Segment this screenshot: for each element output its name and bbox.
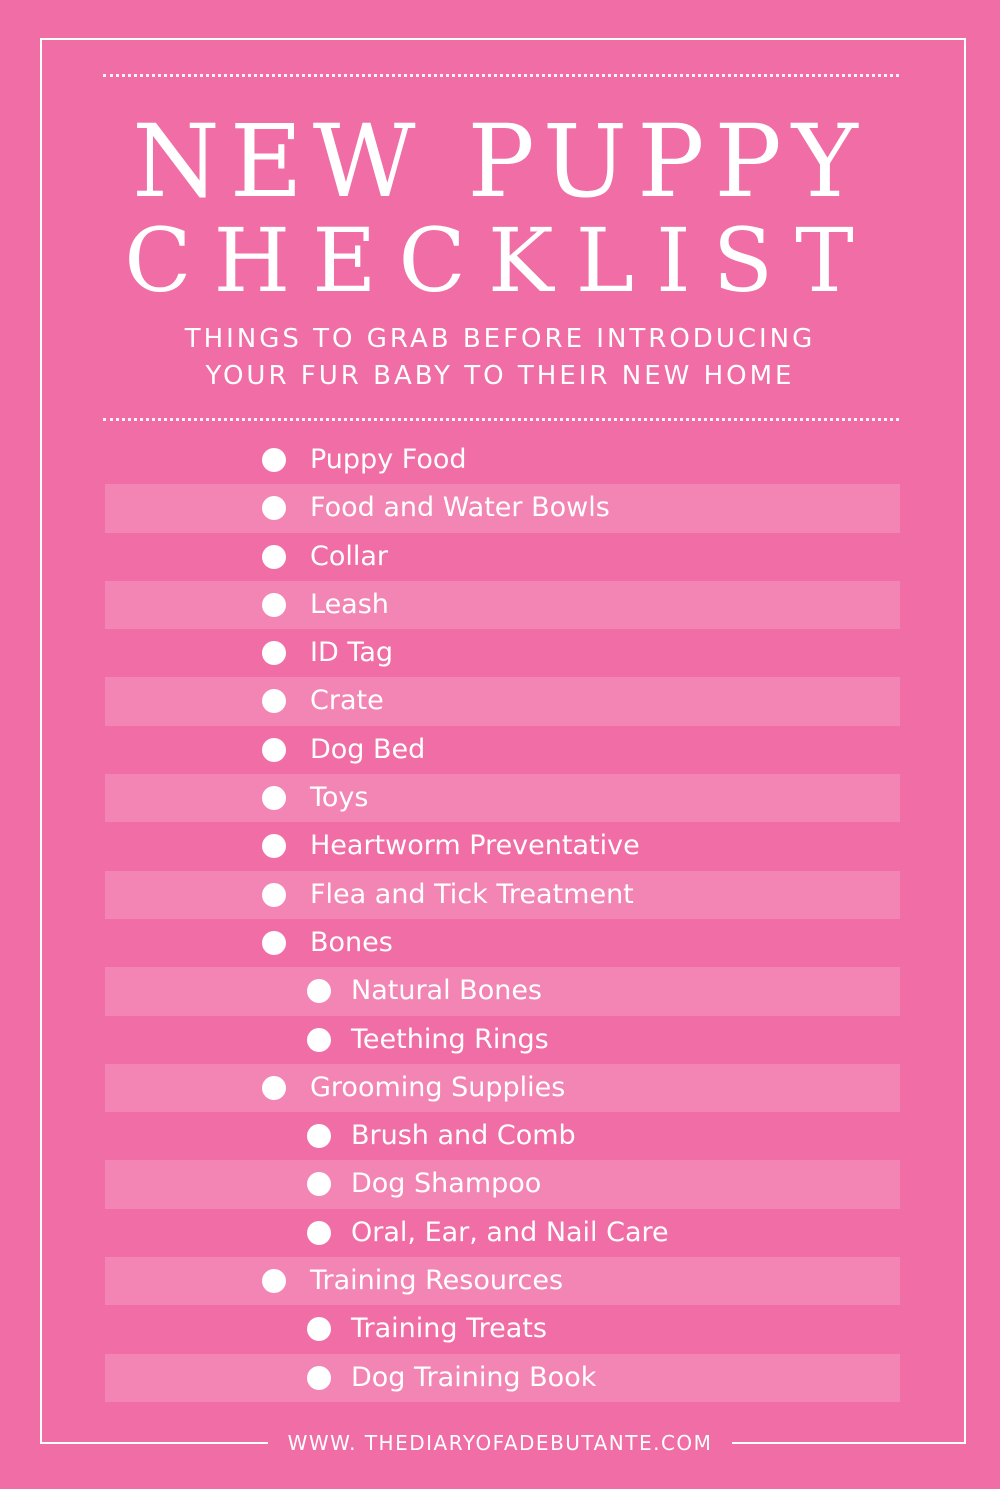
checklist-item-label: Dog Bed (310, 733, 426, 765)
checklist-item (105, 629, 900, 677)
checkbox-circle-icon[interactable] (262, 689, 286, 713)
title-line-1: NEW PUPPY (132, 103, 868, 220)
checkbox-circle-icon[interactable] (307, 1172, 331, 1196)
checkbox-circle-icon[interactable] (262, 593, 286, 617)
top-dotted-divider (103, 74, 899, 77)
checkbox-circle-icon[interactable] (262, 1076, 286, 1100)
checklist-item-label: Toys (310, 782, 369, 814)
checklist-item-label: Puppy Food (310, 444, 467, 475)
checklist-item (105, 774, 900, 822)
checkbox-circle-icon[interactable] (262, 883, 286, 907)
checkbox-circle-icon[interactable] (262, 738, 286, 762)
checklist-item-label: Training Resources (310, 1265, 564, 1297)
checklist-item (105, 436, 900, 484)
checklist-item (105, 1257, 900, 1305)
checkbox-circle-icon[interactable] (262, 496, 286, 520)
checkbox-circle-icon[interactable] (262, 641, 286, 665)
checkbox-circle-icon[interactable] (307, 1221, 331, 1245)
footer-url: WWW. THEDIARYOFADEBUTANTE.COM (287, 1431, 713, 1455)
checklist-item-label: Grooming Supplies (310, 1071, 566, 1103)
checkbox-circle-icon[interactable] (307, 979, 331, 1003)
checklist-item-label: Dog Training Book (351, 1361, 597, 1393)
checklist-item (105, 822, 900, 870)
checklist-item-label: Collar (310, 540, 389, 572)
checklist-item-label: Flea and Tick Treatment (310, 878, 634, 910)
checkbox-circle-icon[interactable] (262, 448, 286, 472)
checklist (105, 436, 900, 1402)
checklist-item (105, 1016, 900, 1064)
subtitle-line-2: YOUR FUR BABY TO THEIR NEW HOME (205, 361, 795, 391)
checklist-item (105, 726, 900, 774)
checklist-item (105, 1064, 900, 1112)
checklist-item (105, 1112, 900, 1160)
checkbox-circle-icon[interactable] (262, 1269, 286, 1293)
checklist-item (105, 484, 900, 532)
checklist-item (105, 1160, 900, 1208)
checklist-item-label: Heartworm Preventative (310, 830, 640, 862)
checklist-item-label: Training Treats (351, 1313, 547, 1345)
checkbox-circle-icon[interactable] (307, 1124, 331, 1148)
checklist-item (105, 1354, 900, 1402)
checkbox-circle-icon[interactable] (262, 834, 286, 858)
checklist-item (105, 919, 900, 967)
checkbox-circle-icon[interactable] (262, 931, 286, 955)
checklist-item (105, 967, 900, 1015)
checkbox-circle-icon[interactable] (307, 1366, 331, 1390)
checklist-item-label: Dog Shampoo (351, 1168, 542, 1200)
checklist-item-label: Bones (310, 926, 393, 958)
checklist-item (105, 533, 900, 581)
checklist-item (105, 581, 900, 629)
checklist-item (105, 677, 900, 725)
checklist-item-label: Crate (310, 685, 384, 717)
middle-dotted-divider (103, 418, 899, 421)
checklist-item (105, 1305, 900, 1353)
subtitle-line-1: THINGS TO GRAB BEFORE INTRODUCING (184, 324, 816, 354)
checkbox-circle-icon[interactable] (262, 786, 286, 810)
checklist-item-label: ID Tag (310, 637, 394, 669)
checklist-item (105, 1209, 900, 1257)
title-line-2: CHECKLIST (124, 209, 876, 312)
checklist-item-label: Leash (310, 588, 389, 620)
checkbox-circle-icon[interactable] (307, 1028, 331, 1052)
checkbox-circle-icon[interactable] (307, 1317, 331, 1341)
checklist-item-label: Natural Bones (351, 975, 543, 1007)
checklist-item (105, 871, 900, 919)
checkbox-circle-icon[interactable] (262, 545, 286, 569)
checklist-item-label: Brush and Comb (351, 1120, 576, 1152)
checklist-item-label: Oral, Ear, and Nail Care (351, 1216, 669, 1248)
checklist-item-label: Food and Water Bowls (310, 492, 610, 524)
checklist-item-label: Teething Rings (351, 1023, 549, 1055)
